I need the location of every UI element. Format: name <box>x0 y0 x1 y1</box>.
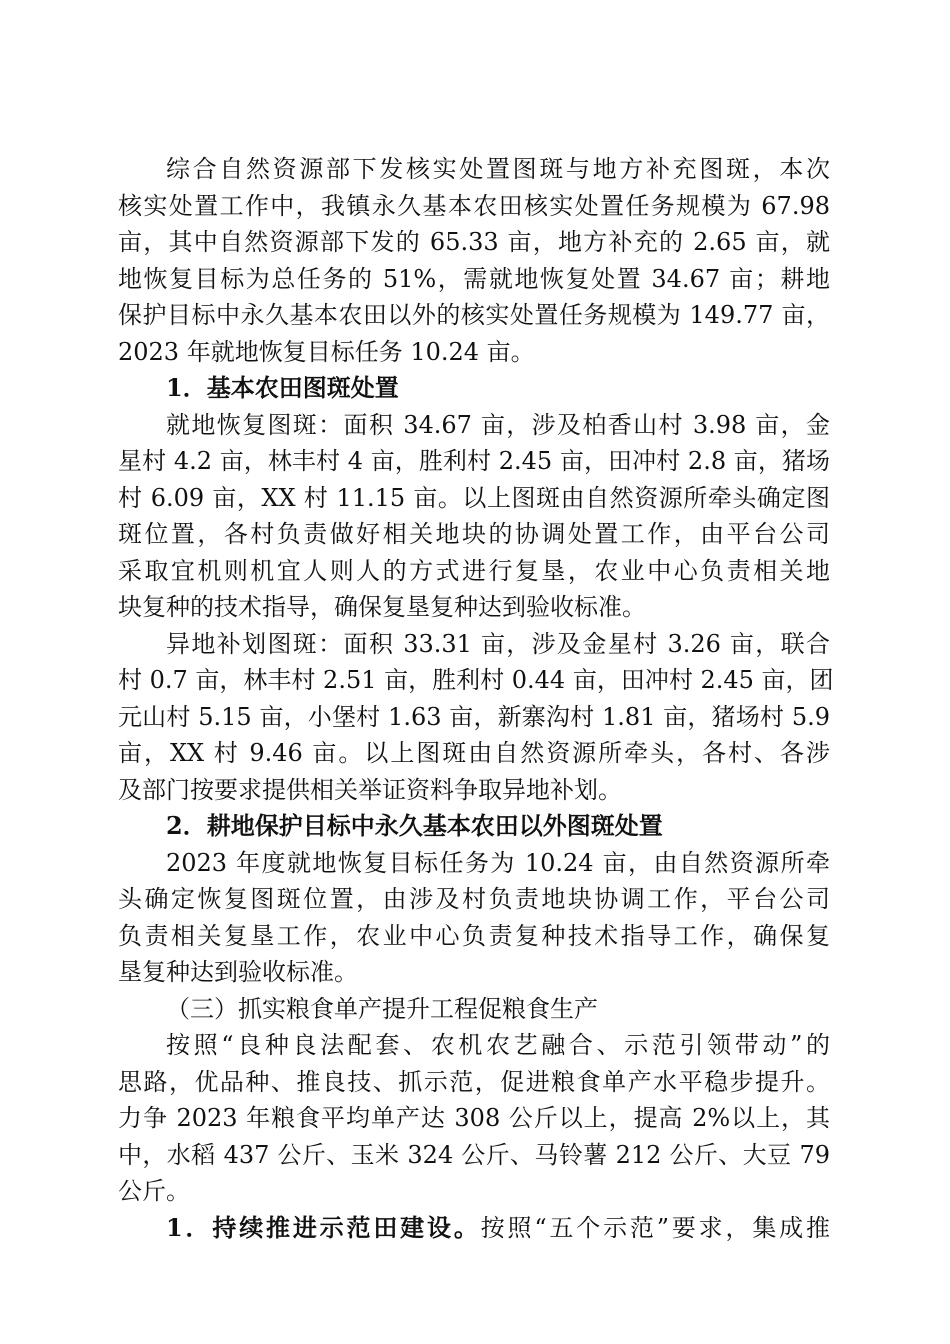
paragraph-line: 垦复种达到验收标准。 <box>118 958 358 986</box>
paragraph-line: 星村 4.2 亩，林丰村 4 亩，胜利村 2.45 亩，田冲村 2.8 亩，猪场 <box>118 447 830 475</box>
inline-heading: 1．持续推进示范田建设。 <box>166 1213 481 1242</box>
paragraph-line: 综合自然资源部下发核实处置图斑与地方补充图斑，本次 <box>166 155 830 183</box>
section-heading: 2．耕地保护目标中永久基本农田以外图斑处置 <box>166 811 663 840</box>
paragraph-line: 亩，其中自然资源部下发的 65.33 亩，地方补充的 2.65 亩，就 <box>118 228 830 256</box>
paragraph-line: 地恢复目标为总任务的 51%，需就地恢复处置 34.67 亩；耕地 <box>118 265 830 293</box>
paragraph-line <box>166 1212 830 1244</box>
paragraph-line: 中，水稻 437 公斤、玉米 324 公斤、马铃薯 212 公斤、大豆 79 <box>118 1141 830 1169</box>
paragraph-line: 2023 年度就地恢复目标任务为 10.24 亩，由自然资源所牵 <box>166 849 830 877</box>
paragraph-line: 块复种的技术指导，确保复垦复种达到验收标准。 <box>118 593 646 621</box>
inline-text: 按照“五个示范”要求，集成推 <box>480 1214 831 1242</box>
paragraph-line: 按照“良种良法配套、农机农艺融合、示范引领带动”的 <box>166 1031 830 1059</box>
paragraph-line: 元山村 5.15 亩，小堡村 1.63 亩，新寨沟村 1.81 亩，猪场村 5.9 <box>118 703 830 731</box>
paragraph-line: 就地恢复图斑：面积 34.67 亩，涉及柏香山村 3.98 亩，金 <box>166 411 830 439</box>
subsection-heading: （三）抓实粮食单产提升工程促粮食生产 <box>166 995 598 1023</box>
paragraph-line: 思路，优品种、推良技、抓示范，促进粮食单产水平稳步提升。 <box>118 1068 830 1096</box>
paragraph-line: 负责相关复垦工作，农业中心负责复种技术指导工作，确保复 <box>118 922 830 950</box>
paragraph-line: 核实处置工作中，我镇永久基本农田核实处置任务规模为 67.98 <box>118 192 830 220</box>
paragraph-line: 力争 2023 年粮食平均单产达 308 公斤以上，提高 2%以上，其 <box>118 1104 830 1132</box>
paragraph-line: 亩，XX 村 9.46 亩。以上图斑由自然资源所牵头，各村、各涉 <box>118 739 830 767</box>
paragraph-line: 2023 年就地恢复目标任务 10.24 亩。 <box>118 338 535 366</box>
paragraph-line: 村 0.7 亩，林丰村 2.51 亩，胜利村 0.44 亩，田冲村 2.45 亩，团 <box>118 666 834 694</box>
paragraph-line: 村 6.09 亩，XX 村 11.15 亩。以上图斑由自然资源所牵头确定图 <box>118 484 830 512</box>
paragraph-line: 公斤。 <box>118 1177 190 1205</box>
paragraph-line: 及部门按要求提供相关举证资料争取异地补划。 <box>118 776 622 804</box>
paragraph-line: 异地补划图斑：面积 33.31 亩，涉及金星村 3.26 亩，联合 <box>166 630 830 658</box>
paragraph-line: 头确定恢复图斑位置，由涉及村负责地块协调工作，平台公司 <box>118 885 830 913</box>
section-heading: 1．基本农田图斑处置 <box>166 373 399 402</box>
paragraph-line: 保护目标中永久基本农田以外的核实处置任务规模为 149.77 亩， <box>118 301 830 329</box>
paragraph-line: 采取宜机则机宜人则人的方式进行复垦，农业中心负责相关地 <box>118 557 830 585</box>
paragraph-line: 斑位置，各村负责做好相关地块的协调处置工作，由平台公司 <box>118 520 830 548</box>
